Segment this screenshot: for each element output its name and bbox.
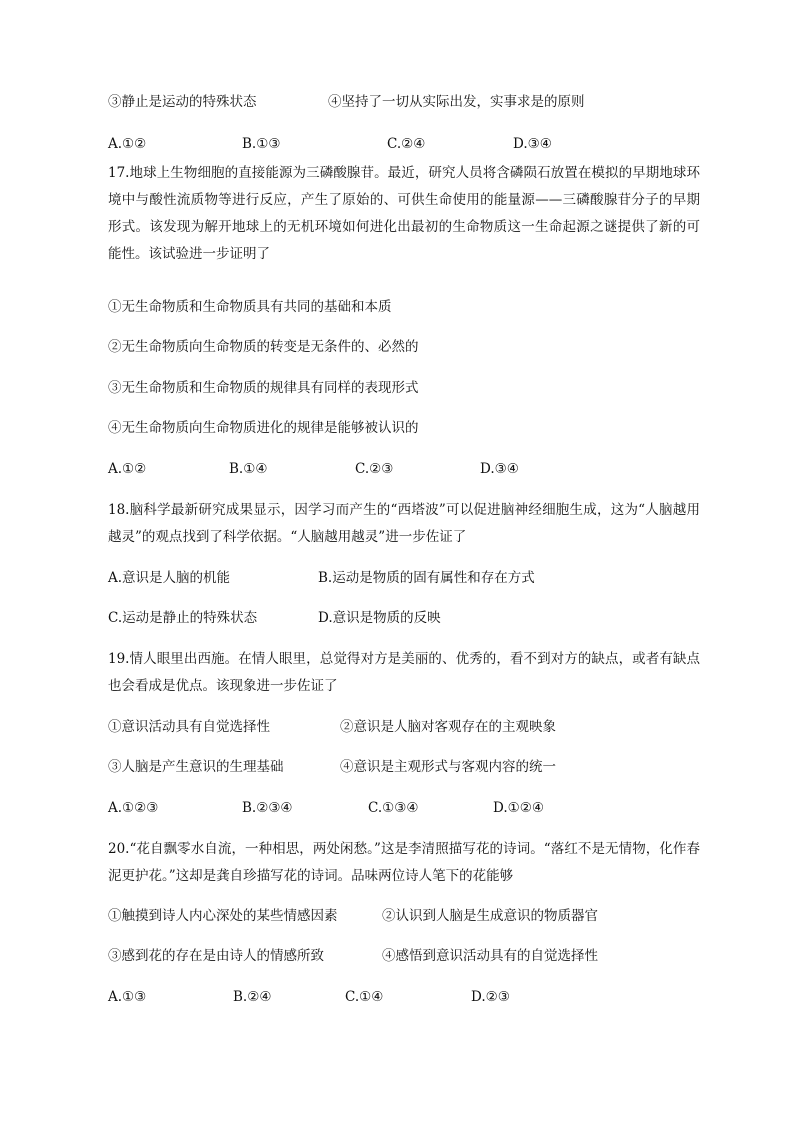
q16-item-4: ④坚持了一切从实际出发，实事求是的原则 [328, 94, 585, 110]
q20-item-4: ④感悟到意识活动具有的自觉选择性 [382, 948, 598, 964]
q20-stem: 20.“花自飘零水自流，一种相思，两处闲愁。”这是李清照描写花的诗词。“落红不是无情物，化作春泥更护花。”这却是龚自珍描写花的诗词。品味两位诗人笔下的花能够 [108, 841, 700, 884]
q17-stem: 17.地球上生物细胞的直接能源为三磷酸腺苷。最近，研究人员将含磷陨石放置在模拟的早期地球环境中与酸性流质物等进行反应，产生了原始的、可供生命使用的能量源——三磷酸腺苷分子的早期形式。该发现为解开地球上的无机环境如何进化出最初的生命物质这一生命起源之谜提供了新的可能性。该试验进一步证明了 [108, 165, 700, 262]
q18-choice-b: B.运动是物质的固有属性和存在方式 [318, 570, 535, 586]
q19-choice-c: C.①③④ [368, 800, 419, 816]
q18-stem: 18.脑科学最新研究成果显示，因学习而产生的“西塔波”可以促进脑神经细胞生成，这为“人脑越用越灵”的观点找到了科学依据。“人脑越用越灵”进一步佐证了 [108, 502, 700, 545]
q16-choice-c: C.②④ [387, 136, 426, 152]
q19-choice-b: B.②③④ [242, 800, 293, 816]
q17-item-2: ②无生命物质向生命物质的转变是无条件的、必然的 [108, 339, 419, 355]
q16-choice-d: D.③④ [513, 136, 552, 152]
q19-item-2: ②意识是人脑对客观存在的主观映象 [340, 719, 556, 735]
q19-item-3: ③人脑是产生意识的生理基础 [108, 759, 284, 775]
q17-choice-b: B.①④ [229, 461, 268, 477]
q19-item-4: ④意识是主观形式与客观内容的统一 [340, 759, 556, 775]
q19-choice-a: A.①②③ [108, 800, 159, 816]
q18-choice-c: C.运动是静止的特殊状态 [108, 610, 258, 626]
q17-choice-d: D.③④ [480, 461, 519, 477]
q19-item-1: ①意识活动具有自觉选择性 [108, 719, 270, 735]
q18-choice-d: D.意识是物质的反映 [318, 610, 441, 626]
q20-item-3: ③感到花的存在是由诗人的情感所致 [108, 948, 324, 964]
q17-choice-c: C.②③ [355, 461, 394, 477]
q20-item-2: ②认识到人脑是生成意识的物质器官 [382, 908, 598, 924]
q17-item-1: ①无生命物质和生命物质具有共同的基础和本质 [108, 299, 392, 315]
q20-choice-b: B.②④ [233, 989, 272, 1005]
q18-choice-a: A.意识是人脑的机能 [108, 570, 231, 586]
q16-item-3: ③静止是运动的特殊状态 [108, 94, 257, 110]
q17-choice-a: A.①② [108, 461, 147, 477]
q16-choice-b: B.①③ [242, 136, 281, 152]
q20-choice-c: C.①④ [345, 989, 384, 1005]
q20-choice-a: A.①③ [108, 989, 147, 1005]
q20-choice-d: D.②③ [471, 989, 510, 1005]
q19-choice-d: D.①②④ [493, 800, 544, 816]
q17-item-3: ③无生命物质和生命物质的规律具有同样的表现形式 [108, 380, 419, 396]
q19-stem: 19.情人眼里出西施。在情人眼里，总觉得对方是美丽的、优秀的，看不到对方的缺点，或者有缺点也会看成是优点。该现象进一步佐证了 [108, 651, 700, 694]
q20-item-1: ①触摸到诗人内心深处的某些情感因素 [108, 908, 338, 924]
q16-choice-a: A.①② [108, 136, 147, 152]
q17-item-4: ④无生命物质向生命物质进化的规律是能够被认识的 [108, 420, 419, 436]
